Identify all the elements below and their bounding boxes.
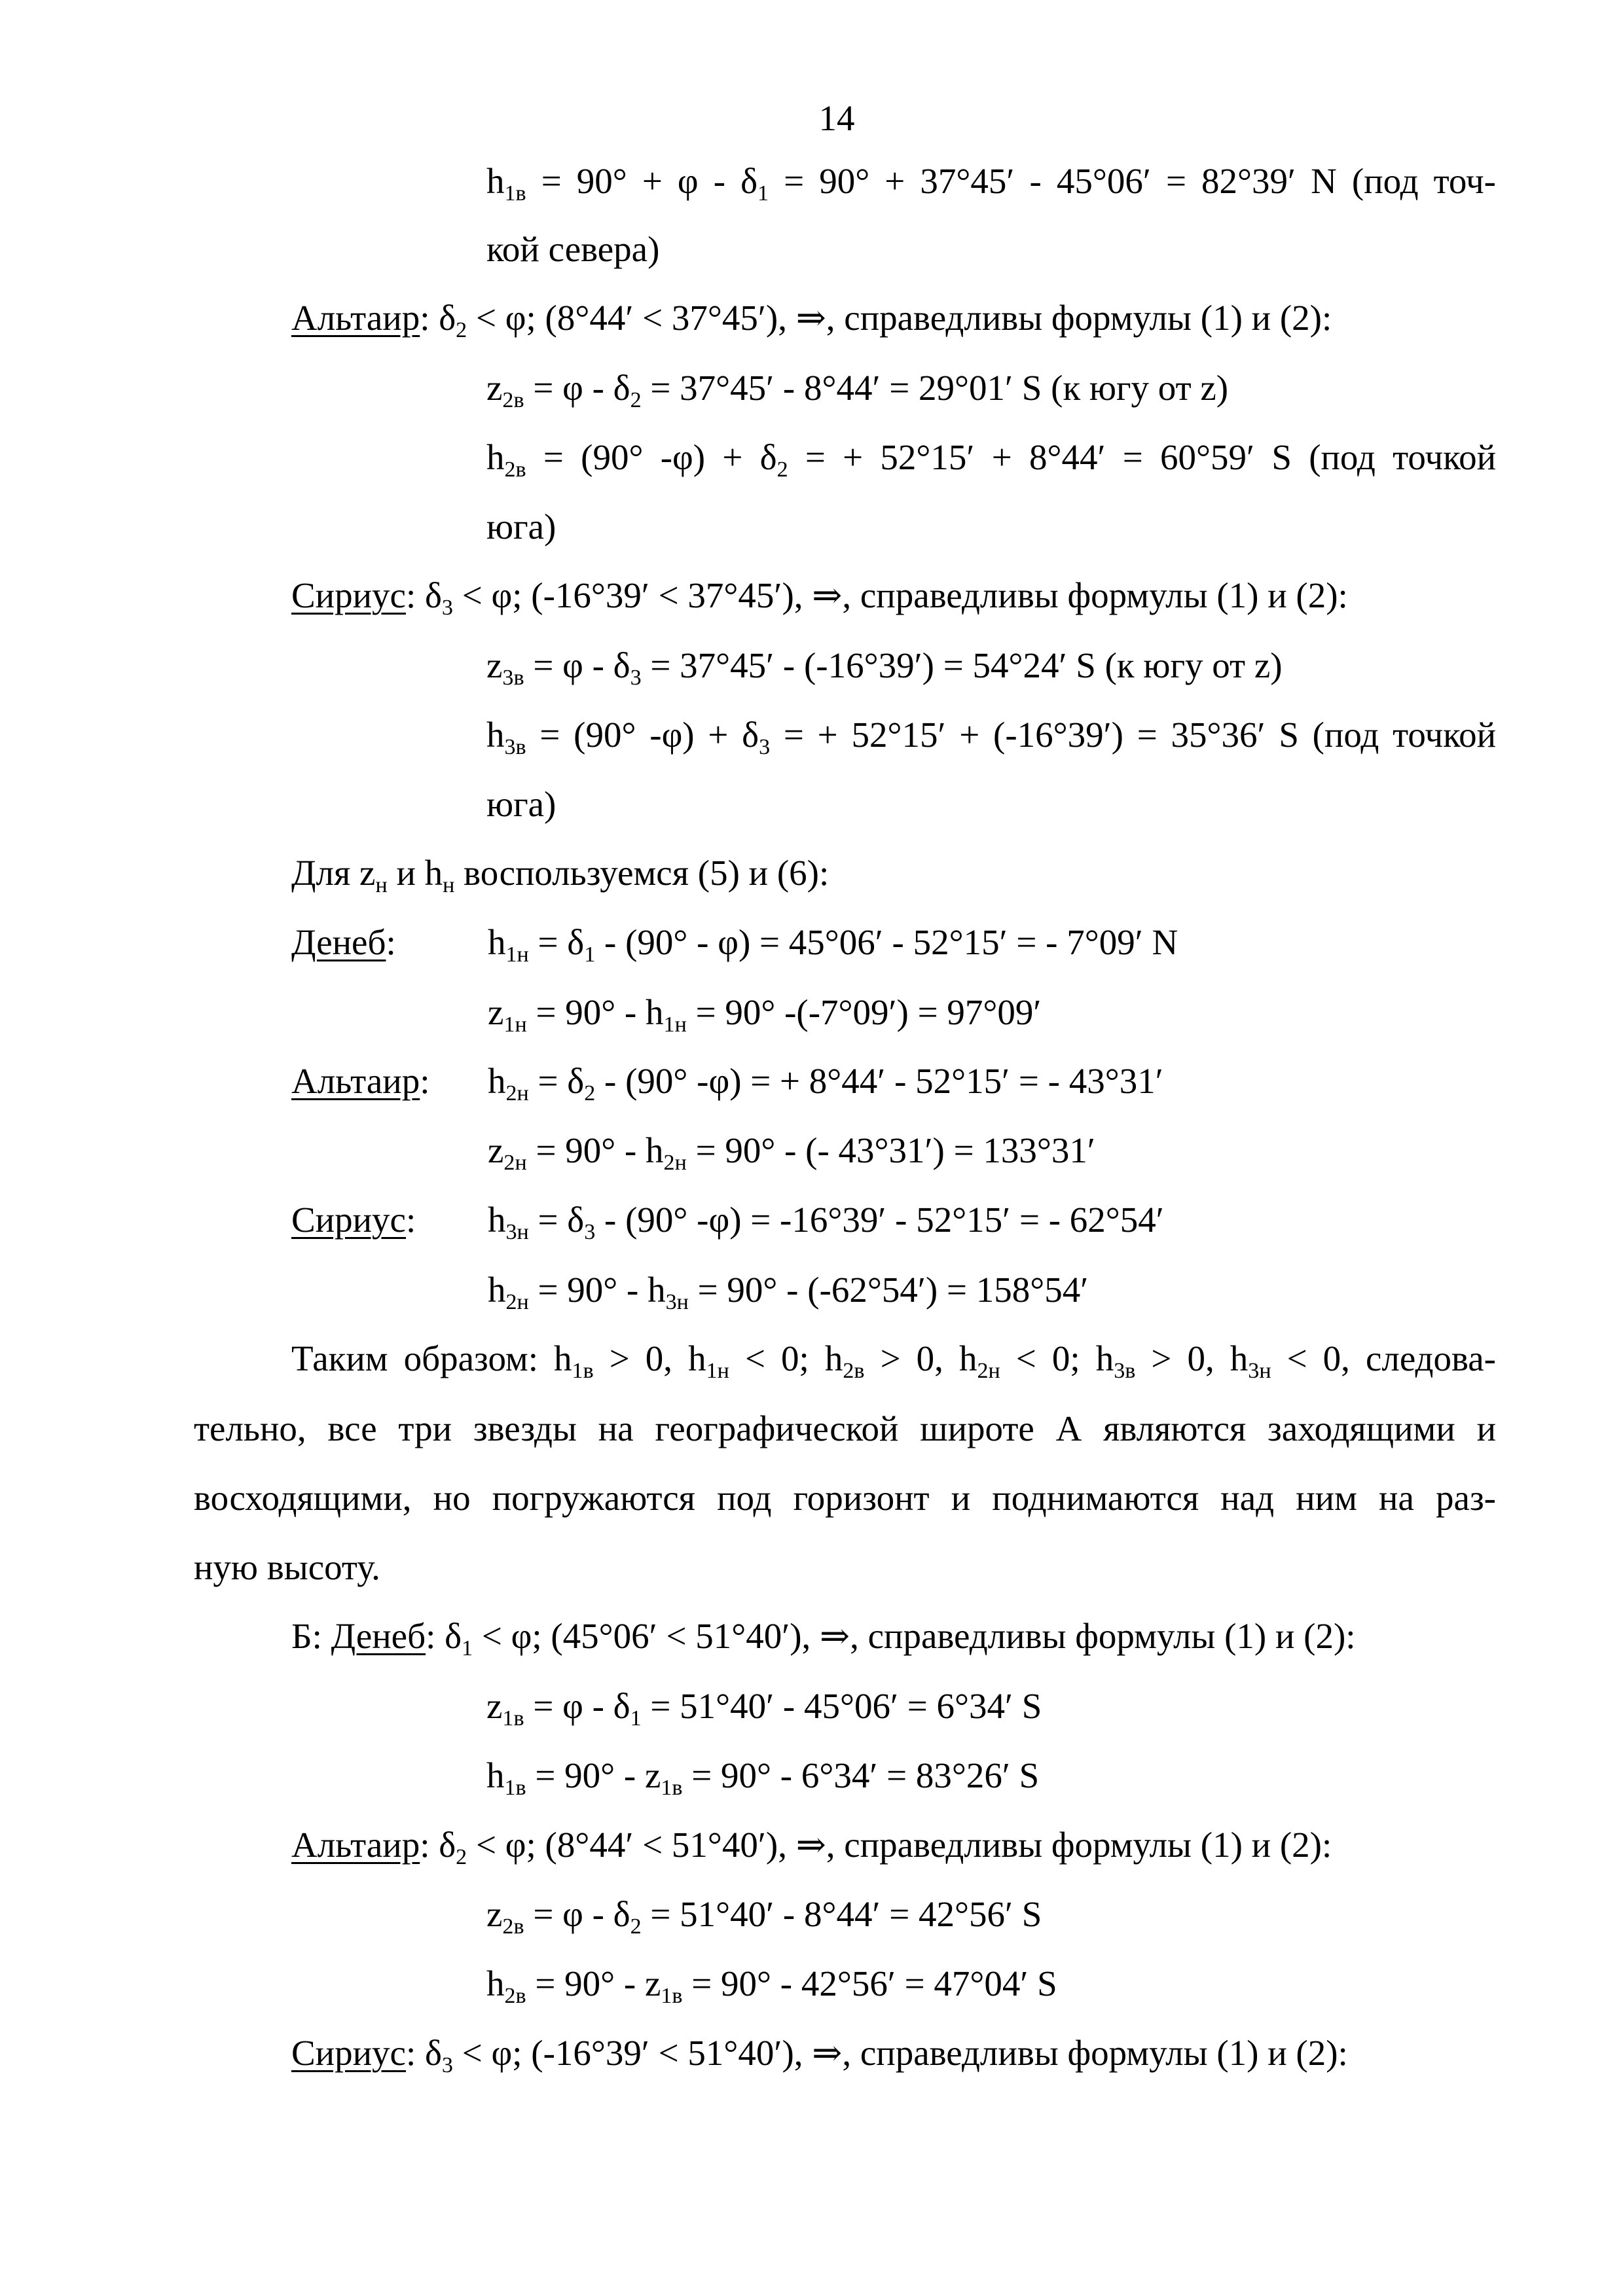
deneb-lower-h: Денеб: $h_{1н} = \delta_1 - (90^\circ - \varphi) = 45^\circ 06' - 52^\circ 15'$ = - 7°09′ N <box>291 922 1178 967</box>
formula-h3v-sirius-cont: юга) <box>486 784 556 824</box>
sirius-lower-h: Сириус: $h_{3н} = \delta_3 - (90^\circ$ -φ) = -16°39′ - 52°15′ = - 62°54′ <box>291 1200 1164 1244</box>
b-formula-h2v-altair: $h_{2в} = 90^\circ - z_{1в} = 90^\circ - 42^\circ 56' = 47^\circ 04'$ S <box>486 1964 1057 2008</box>
formula-h2v-altair-cont: юга) <box>486 507 556 547</box>
b-formula-z2v-altair: $z_{2в} = \varphi - \delta_2 = 51^\circ 40' - 8^\circ 44' = 42^\circ 56'$ S <box>486 1894 1042 1939</box>
altair-lower-z: $z_{2н} = 90^\circ - h_{2н} = 90^\circ$ - (- 43°31′) = 133°31′ <box>488 1130 1095 1175</box>
star-label: Денеб <box>291 922 386 962</box>
lower-culmination-intro: Для $z_н$ и $h_н$ воспользуемся (5) и (6): <box>291 853 830 897</box>
conclusion-line-1: Таким образом: $h_{1в} > 0$, $h_{1н} < 0$; $h_{2в} > 0$, $h_{2н} < 0$; $h_{3в} > 0$, $h_{3н} < 0$, следова- <box>291 1338 1496 1383</box>
b-formula-z1v-deneb: $z_{1в} = \varphi - \delta_1 = 51^\circ 40' - 45^\circ 06' = 6^\circ 34'$ S <box>486 1686 1042 1731</box>
star-label: Сириус <box>291 2033 406 2073</box>
formula-h1v-deneb-cont: кой севера) <box>486 229 660 269</box>
conclusion-line-3: восходящими, но погружаются под горизонт и поднимаются над ним на раз- <box>194 1478 1496 1518</box>
b-formula-h1v-deneb: $h_{1в} = 90^\circ - z_{1в} = 90^\circ - 6^\circ 34' = 83^\circ 26'$ S <box>486 1755 1040 1800</box>
formula-z3v-sirius: $z_{3в} = \varphi - \delta_3 = 37^\circ 45' - (-16^\circ 39') = 54^\circ 24'$ S (к югу от z) <box>486 645 1283 690</box>
formula-h3v-sirius: $h_{3в} = (90^\circ$ $-\varphi) + \delta_3$ = + 52°15′ + (-16°39′) = 35°36′ S (под точкой <box>486 715 1496 759</box>
altair-lower-h: Альтаир: $h_{2н} = \delta_2 - (90^\circ$ -φ) = + 8°44′ - 52°15′ = - 43°31′ <box>291 1061 1163 1105</box>
page-number: 14 <box>818 98 855 138</box>
star-label: Сириус <box>291 1200 406 1240</box>
star-label: Альтаир <box>291 1061 420 1101</box>
sirius-condition: Сириус: $\delta_3 < \varphi$; (-16°39′ < 37°45′), ⇒, справедливы формулы (1) и (2): <box>291 575 1348 620</box>
sirius-lower-z: $h_{2н} = 90^\circ - h_{3н} = 90^\circ - (-62^\circ 54') = 158^\circ 54'$ <box>488 1270 1089 1314</box>
altair-condition: Альтаир: $\delta_2 < \varphi$; (8°44′ < 37°45′), ⇒, справедливы формулы (1) и (2): <box>291 298 1332 342</box>
b-altair-condition: Альтаир: $\delta_2 < \varphi$; (8°44′ < 51°40′), ⇒, справедливы формулы (1) и (2): <box>291 1825 1332 1869</box>
star-label: Альтаир <box>291 298 420 338</box>
deneb-lower-z: $z_{1н} = 90^\circ - h_{1н} = 90^\circ$ -(-7°09′) = 97°09′ <box>488 992 1042 1037</box>
formula-z2v-altair: $z_{2в} = \varphi - \delta_2 = 37^\circ 45' - 8^\circ 44' = 29^\circ 01'$ S (к югу от z) <box>486 368 1229 412</box>
b-deneb-condition: Б: Денеб: $\delta_1 < \varphi$; (45°06′ < 51°40′), ⇒, справедливы формулы (1) и (2): <box>291 1616 1356 1660</box>
b-sirius-condition: Сириус: $\delta_3 < \varphi$; (-16°39′ < 51°40′), ⇒, справедливы формулы (1) и (2): <box>291 2033 1348 2077</box>
formula-h1v-deneb: $h_{1в} = 90^\circ + \varphi - \delta_1 = 90^\circ + 37^\circ 45' - 45^\circ 06' = 82^\circ 39'$ N (под точ- <box>486 161 1496 206</box>
star-label: Денеб <box>331 1616 426 1656</box>
conclusion-line-2: тельно, все три звезды на географической широте А являются заходящими и <box>194 1408 1496 1448</box>
formula-h2v-altair: $h_{2в} = (90^\circ$ $-\varphi) + \delta_2$ = + 52°15′ + 8°44′ = 60°59′ S (под точкой <box>486 437 1497 482</box>
conclusion-line-4: ную высоту. <box>194 1547 380 1587</box>
star-label: Сириус <box>291 575 406 615</box>
star-label: Альтаир <box>291 1825 420 1865</box>
